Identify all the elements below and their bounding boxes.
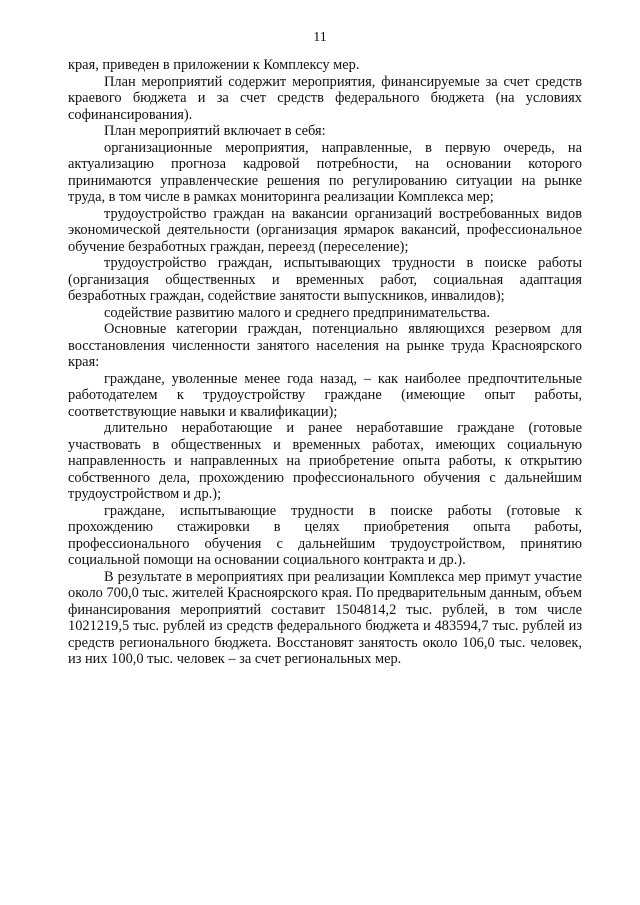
- paragraph-results: В результате в мероприятиях при реализации Комплекса мер примут участие около 700,0 тыс. жителей Красноярского края. По предварительным данным, объем финансирования мероприятий составит 1504814,2 тыс. рублей, в том числе 1021219,5 тыс. рублей из средств федерального бюджета и 483594,7 тыс. рублей из средств регионального бюджета. Восстановят занятость около 106,0 тыс. человек, из них 100,0 тыс. человек – за счет региональных мер.: [68, 568, 582, 667]
- paragraph-continuation: края, приведен в приложении к Комплексу мер.: [68, 57, 360, 73]
- paragraph-small-business: содействие развитию малого и среднего предпринимательства.: [104, 304, 491, 321]
- paragraph-citizen-categories: Основные категории граждан, потенциально являющихся резервом для восстановления численности занятого населения на рынке труда Красноярского края:: [68, 321, 582, 370]
- paragraph-recently-dismissed: граждане, уволенные менее года назад, – как наиболее предпочтительные работодателем к трудоустройству граждане (имеющие опыт работы, соответствующие навыки и квалификации);: [68, 370, 582, 420]
- paragraph-plan-financing: План мероприятий содержит мероприятия, финансируемые за счет средств краевого бюджета и за счет средств федерального бюджета (на условиях софинансирования).: [68, 73, 582, 123]
- paragraph-long-term-unemployed: длительно неработающие и ранее неработавшие граждане (готовые участвовать в общественных и временных работах, имеющих социальную направленность и направленных на приобретение опыта работы, к открытию собственного дела, прохождению профессионального обучения с дальнейшим трудоустройством и др.);: [68, 420, 582, 502]
- paragraph-plan-includes: План мероприятий включает в себя:: [104, 123, 326, 139]
- page-number: 11: [313, 30, 327, 45]
- paragraph-organizational-measures: организационные мероприятия, направленные, в первую очередь, на актуализацию прогноза кадровой потребности, на основании которого принимаются управленческие решения по регулированию ситуации на рынке труда, в том числе в рамках мониторинга реализации Комплекса мер;: [68, 139, 582, 205]
- paragraph-employment-vacancies: трудоустройство граждан на вакансии организаций востребованных видов экономической деятельности (организация ярмарок вакансий, профессиональное обучение безработных граждан, переезд (переселение);: [68, 205, 582, 255]
- document-body: [68, 57, 582, 668]
- paragraph-employment-difficulties: трудоустройство граждан, испытывающих трудности в поиске работы (организация общественных и временных работ, социальная адаптация безработных граждан, содействие занятости выпускников, инвалидов);: [68, 255, 582, 304]
- paragraph-job-search-difficulties: граждане, испытывающие трудности в поиске работы (готовые к прохождению стажировки в целях приобретения опыта работы, профессионального обучения с дальнейшим трудоустройством, принятию социальной помощи на основании социального контракта и др.).: [68, 502, 582, 568]
